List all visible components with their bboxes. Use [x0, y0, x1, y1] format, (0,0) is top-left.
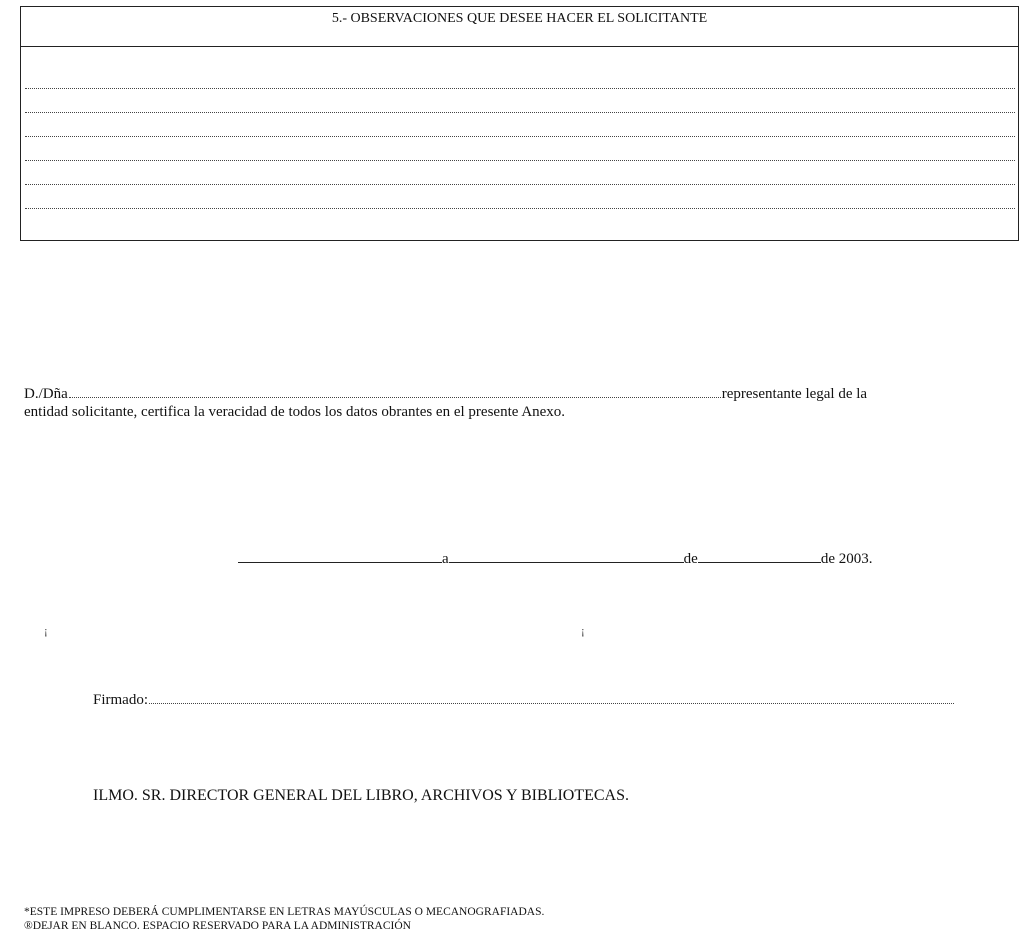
observation-line-3[interactable]: [25, 136, 1015, 137]
day-field[interactable]: [449, 561, 684, 563]
observation-line-1[interactable]: [25, 88, 1015, 89]
stray-mark-right: ¡: [581, 625, 585, 637]
name-prefix: D./Dña: [24, 386, 68, 402]
stray-mark-left: ¡: [44, 625, 48, 637]
certification-suffix: representante legal de la: [721, 386, 868, 402]
observation-line-6[interactable]: [25, 208, 1015, 209]
date-connector-de: de: [683, 551, 698, 567]
observation-line-5[interactable]: [25, 184, 1015, 185]
signature-line: [93, 692, 955, 709]
date-line: [238, 551, 873, 568]
signature-field[interactable]: [149, 702, 954, 704]
footnote-uppercase: *ESTE IMPRESO DEBERÁ CUMPLIMENTARSE EN LETRAS MAYÚSCULAS O MECANOGRAFIADAS.: [24, 906, 545, 918]
observation-line-2[interactable]: [25, 112, 1015, 113]
certification-line-1: [24, 386, 867, 403]
place-field[interactable]: [238, 561, 442, 563]
certification-line-2: entidad solicitante, certifica la veracidad de todos los datos obrantes en el presente Anexo.: [24, 404, 566, 420]
footnote-reserved: ®DEJAR EN BLANCO. ESPACIO RESERVADO PARA LA ADMINISTRACIÓN: [24, 920, 411, 932]
observation-line-4[interactable]: [25, 160, 1015, 161]
month-field[interactable]: [698, 561, 821, 563]
observations-heading: 5.- OBSERVACIONES QUE DESEE HACER EL SOLICITANTE: [21, 7, 1018, 47]
year-text: de 2003.: [820, 551, 873, 567]
signature-label: Firmado:: [93, 692, 148, 708]
addressee: ILMO. SR. DIRECTOR GENERAL DEL LIBRO, ARCHIVOS Y BIBLIOTECAS.: [93, 787, 630, 804]
representative-name-field[interactable]: [69, 396, 721, 398]
date-connector-a: a: [442, 551, 449, 567]
observations-section: [20, 6, 1019, 241]
